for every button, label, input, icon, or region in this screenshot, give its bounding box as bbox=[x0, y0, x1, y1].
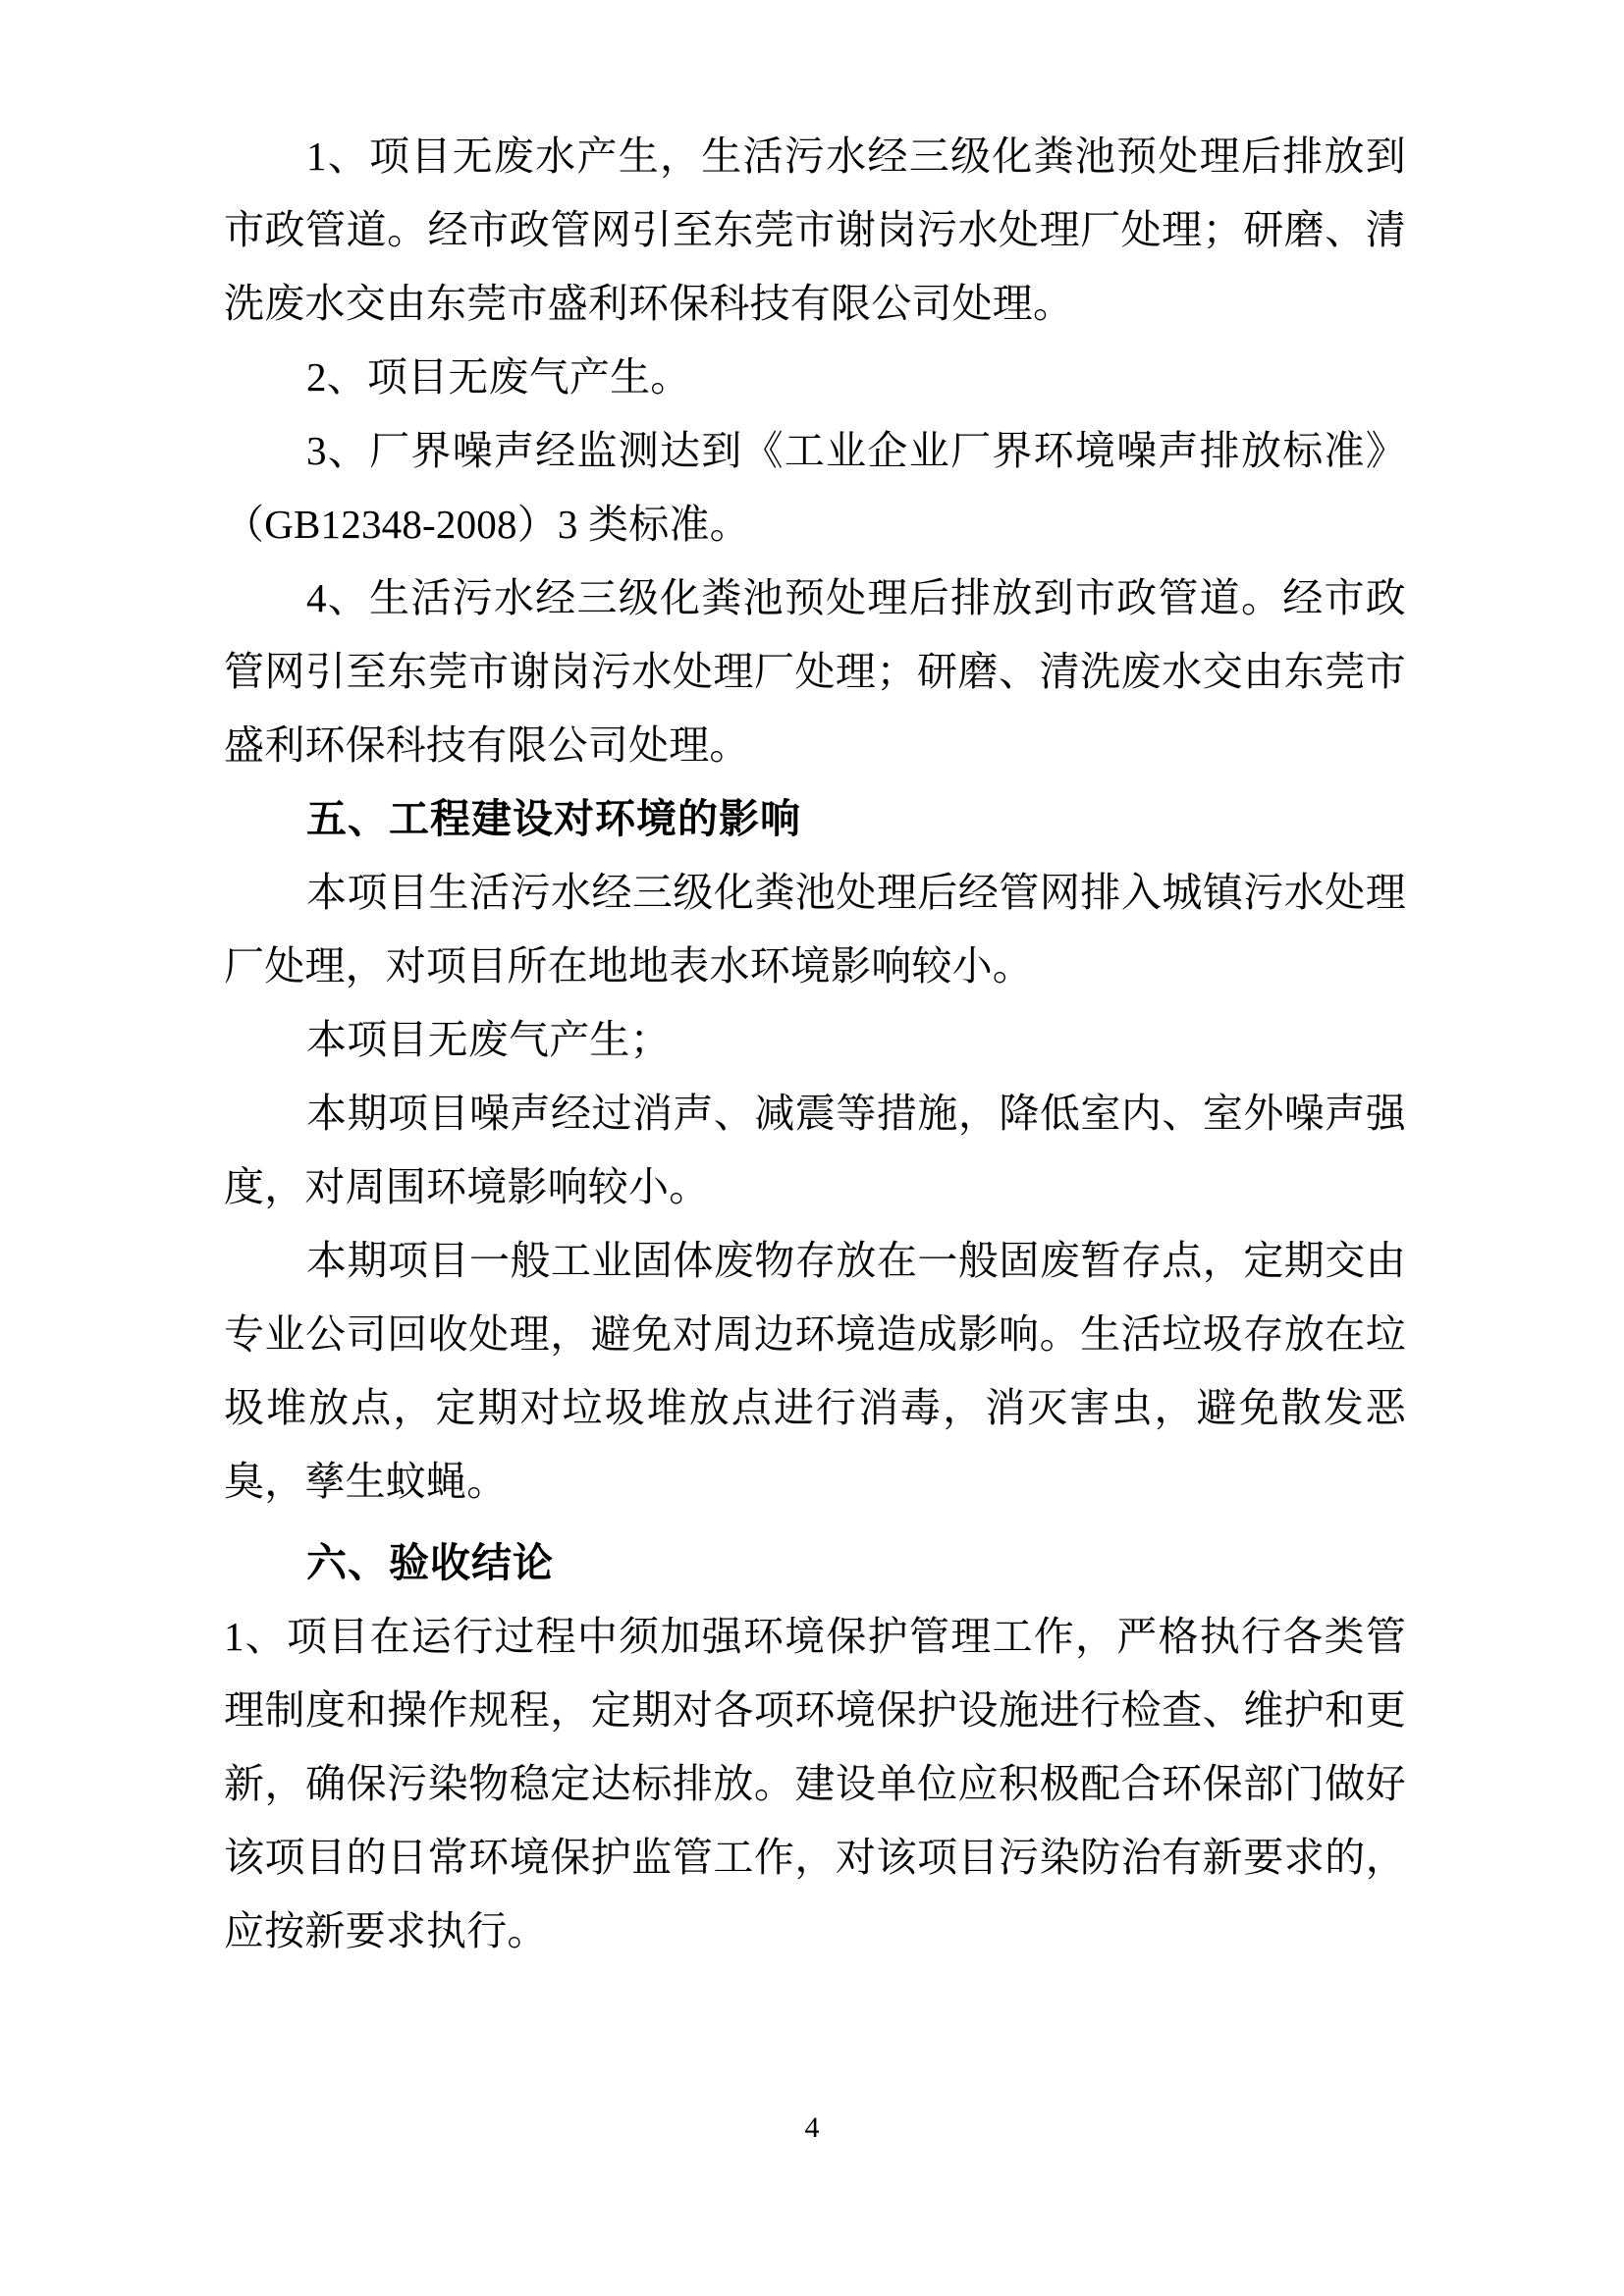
paragraph-waste-gas-impact: 本项目无废气产生； bbox=[306, 1017, 671, 1062]
paragraph-item-3: 3、厂界噪声经监测达到《工业企业厂界环境噪声排放标准》（GB12348-2008）3 类标准。 bbox=[224, 428, 1406, 547]
paragraph-item-4: 4、生活污水经三级化粪池预处理后排放到市政管道。经市政管网引至东莞市谢岗污水处理厂处理；研磨、清洗废水交由东莞市盛利环保科技有限公司处理。 bbox=[224, 575, 1406, 768]
paragraph-item-1: 1、项目无废水产生，生活污水经三级化粪池预处理后排放到市政管道。经市政管网引至东莞市谢岗污水处理厂处理；研磨、清洗废水交由东莞市盛利环保科技有限公司处理。 bbox=[224, 133, 1406, 326]
paragraph-wastewater-impact: 本项目生活污水经三级化粪池处理后经管网排入城镇污水处理厂处理，对项目所在地地表水环境影响较小。 bbox=[224, 870, 1406, 988]
section-heading-five: 五、工程建设对环境的影响 bbox=[306, 796, 801, 841]
section-heading-six: 六、验收结论 bbox=[306, 1540, 554, 1585]
paragraph-solid-waste-impact: 本期项目一般工业固体废物存放在一般固废暂存点，定期交由专业公司回收处理，避免对周边环境造成影响。生活垃圾存放在垃圾堆放点，定期对垃圾堆放点进行消毒，消灭害虫，避免散发恶臭，孳生蚊蝇。 bbox=[224, 1238, 1406, 1504]
document-body bbox=[224, 120, 1406, 1968]
paragraph-conclusion-1: 1、项目在运行过程中须加强环境保护管理工作，严格执行各类管理制度和操作规程，定期对各项环境保护设施进行检查、维护和更新，确保污染物稳定达标排放。建设单位应积极配合环保部门做好该项目的日常环境保护监管工作，对该项目污染防治有新要求的，应按新要求执行。 bbox=[224, 1614, 1406, 1953]
spacer-before-heading-six bbox=[224, 1519, 1406, 1526]
paragraph-noise-impact: 本期项目噪声经过消声、减震等措施，降低室内、室外噪声强度，对周围环境影响较小。 bbox=[224, 1091, 1406, 1209]
page-number: 4 bbox=[804, 2111, 820, 2144]
paragraph-item-2: 2、项目无废气产生。 bbox=[306, 354, 691, 400]
